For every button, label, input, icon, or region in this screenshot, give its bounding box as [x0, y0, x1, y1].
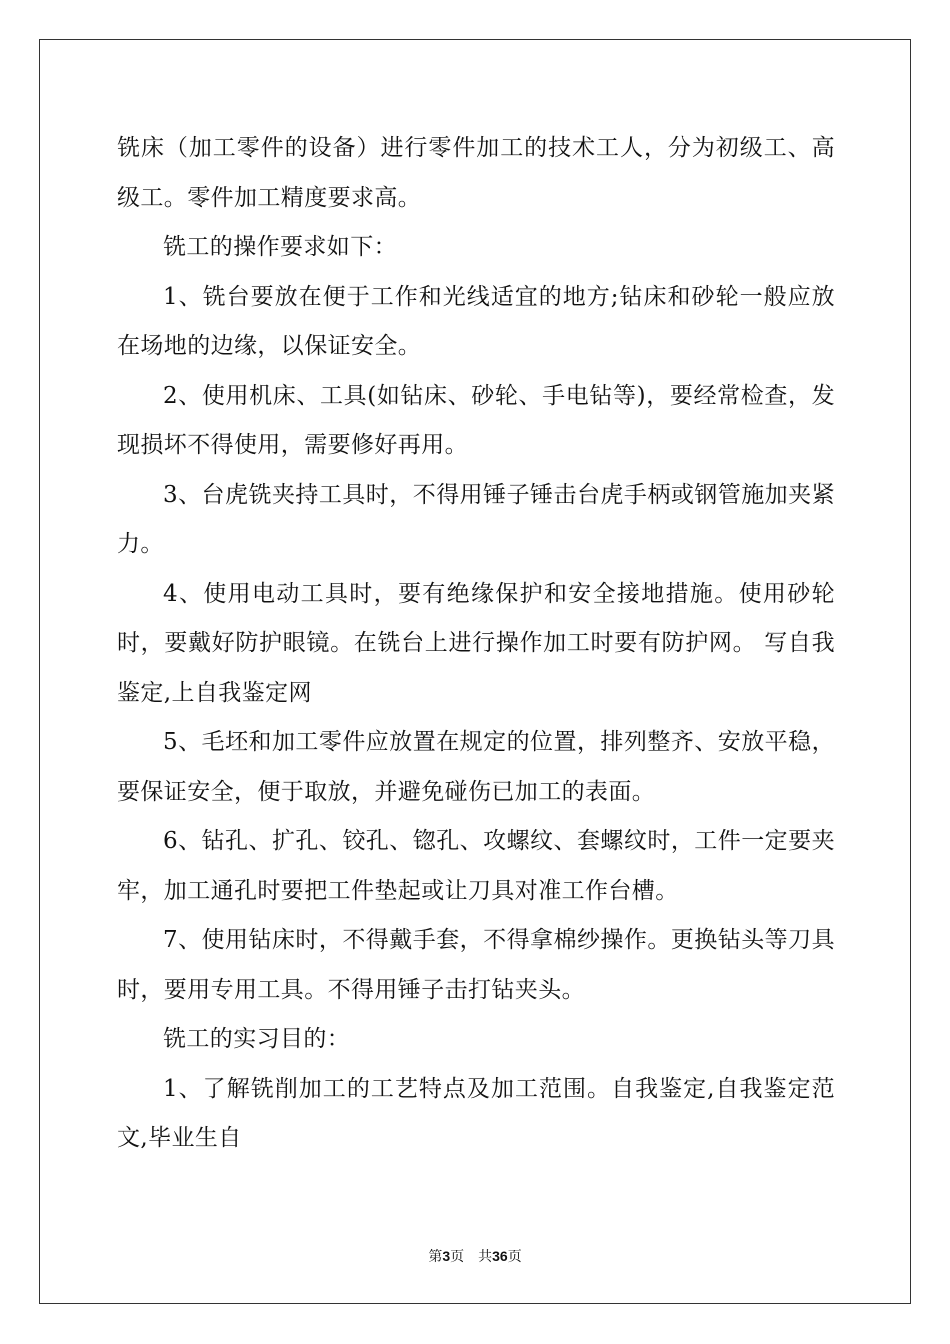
footer-suffix: 页 [507, 1249, 522, 1265]
paragraph-requirements-heading: 铣工的操作要求如下： [163, 234, 397, 260]
paragraph-item-6: 6、钻孔、扩孔、铰孔、锪孔、攻螺纹、套螺纹时，工件一定要夹牢，加工通孔时要把工件垫起或让刀具对准工作台槽。 [117, 828, 835, 904]
paragraph-goal-1: 1、了解铣削加工的工艺特点及加工范围。自我鉴定,自我鉴定范文,毕业生自 [117, 1075, 835, 1151]
footer-total-pages: 36 [492, 1248, 508, 1264]
paragraph-goals-heading: 铣工的实习目的： [163, 1026, 351, 1052]
footer-prefix: 第 [428, 1249, 443, 1265]
footer-mid: 页 共 [450, 1249, 493, 1265]
paragraph-item-3: 3、台虎铣夹持工具时，不得用锤子锤击台虎手柄或钢管施加夹紧力。 [117, 481, 835, 557]
paragraph-item-2: 2、使用机床、工具(如钻床、砂轮、手电钻等)，要经常检查，发现损坏不得使用，需要修好再用。 [117, 382, 835, 458]
paragraph-item-5: 5、毛坯和加工零件应放置在规定的位置，排列整齐、安放平稳，要保证安全，便于取放，并避免碰伤已加工的表面。 [117, 729, 835, 805]
document-body [117, 124, 835, 1164]
paragraph-item-4: 4、使用电动工具时，要有绝缘保护和安全接地措施。使用砂轮时，要戴好防护眼镜。在铣台上进行操作加工时要有防护网。 写自我鉴定,上自我鉴定网 [117, 580, 835, 706]
paragraph-intro: 铣床（加工零件的设备）进行零件加工的技术工人，分为初级工、高级工。零件加工精度要求高。 [117, 135, 835, 211]
paragraph-item-7: 7、使用钻床时，不得戴手套，不得拿棉纱操作。更换钻头等刀具时，要用专用工具。不得用锤子击打钻夹头。 [117, 927, 835, 1003]
footer-page-number: 3 [442, 1248, 451, 1264]
paragraph-item-1: 1、铣台要放在便于工作和光线适宜的地方;钻床和砂轮一般应放在场地的边缘，以保证安全。 [117, 283, 835, 359]
page-footer [0, 1246, 950, 1266]
